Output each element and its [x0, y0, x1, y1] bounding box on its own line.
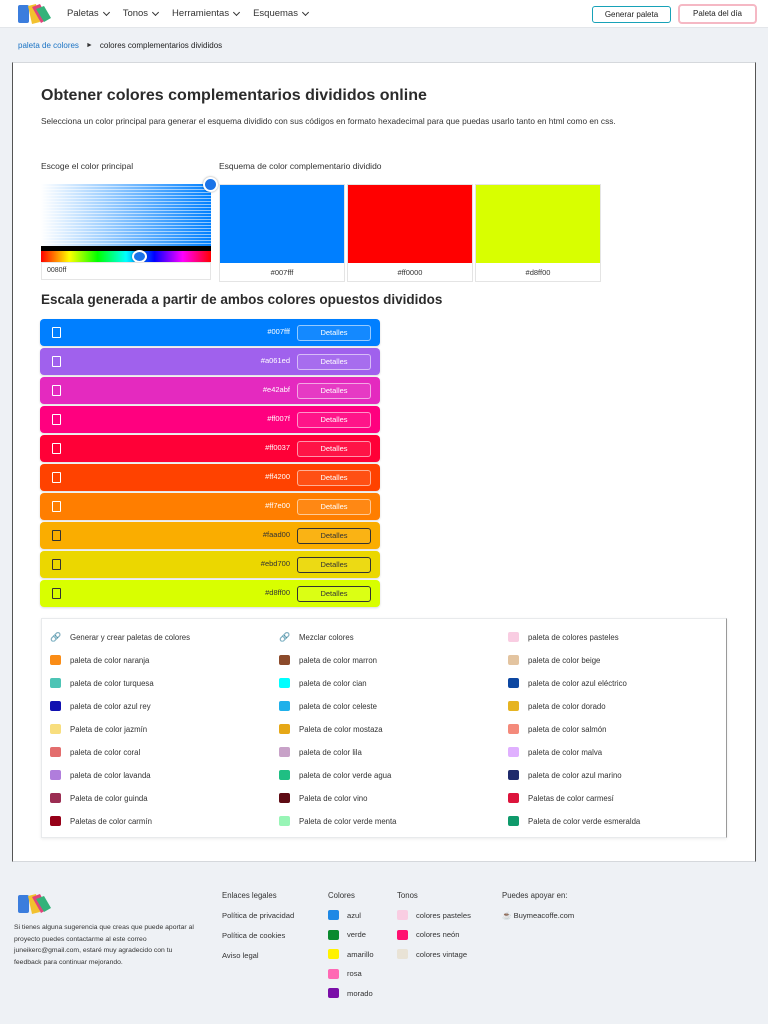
- scale-hex: #faad00: [262, 530, 290, 539]
- palette-link-label: paleta de color beige: [528, 655, 601, 665]
- palette-link-label: Paleta de color vino: [299, 793, 368, 803]
- palette-link-label: paleta de color marron: [299, 655, 378, 665]
- palette-link[interactable]: [508, 678, 627, 688]
- scheme-label: Esquema de color complementario dividido: [219, 161, 382, 171]
- color-dot-icon: [508, 678, 519, 688]
- details-button[interactable]: Detalles: [297, 441, 371, 457]
- scale-hex: #a061ed: [260, 356, 290, 365]
- breadcrumb-current: colores complementarios divididos: [99, 41, 223, 50]
- palette-link-label: Generar y crear paletas de colores: [70, 632, 191, 642]
- palette-link[interactable]: [279, 678, 367, 688]
- menu-paletas[interactable]: [67, 8, 109, 19]
- scale-row: [40, 348, 380, 375]
- footer-privacy-link[interactable]: Política de privacidad: [222, 911, 295, 920]
- palette-link[interactable]: [279, 770, 391, 780]
- palette-link-label: paleta de color turquesa: [70, 678, 154, 688]
- chevron-down-icon: [152, 8, 159, 15]
- top-nav: [0, 0, 768, 28]
- palette-link-label: Mezclar colores: [299, 632, 354, 642]
- palette-link-label: paleta de color celeste: [299, 701, 378, 711]
- link-chain-icon: 🔗: [279, 632, 291, 642]
- color-dot-icon: [50, 747, 61, 757]
- palette-link[interactable]: [50, 816, 152, 826]
- menu-esquemas[interactable]: [253, 8, 308, 19]
- palette-link-label: paleta de color coral: [70, 747, 141, 757]
- footer-color-label: colores pasteles: [416, 910, 471, 920]
- swatch-color: [476, 185, 600, 263]
- copy-icon[interactable]: [52, 472, 61, 483]
- breadcrumb-home-link[interactable]: paleta de colores: [18, 41, 79, 50]
- footer-legal-heading: Enlaces legales: [222, 891, 277, 900]
- palette-link[interactable]: [50, 724, 147, 734]
- color-scale: [40, 319, 380, 609]
- palette-link-label: paleta de color lavanda: [70, 770, 151, 780]
- footer-color-label: colores neón: [416, 930, 460, 939]
- page-title: Obtener colores complementarios divididos online: [41, 87, 427, 104]
- scale-row: [40, 580, 380, 607]
- scheme-swatch[interactable]: [347, 184, 473, 282]
- footer-color-link[interactable]: [328, 930, 366, 940]
- palette-link[interactable]: [279, 655, 377, 665]
- palette-link[interactable]: [279, 701, 377, 711]
- footer-color-label: amarillo: [347, 949, 374, 959]
- scale-row: [40, 406, 380, 433]
- palette-link[interactable]: [508, 770, 622, 780]
- breadcrumb: [18, 41, 222, 50]
- scale-row: [40, 522, 380, 549]
- footer-logo-icon[interactable]: [16, 892, 52, 916]
- palette-link-label: Paletas de color carmín: [70, 816, 152, 826]
- swatch-hex: #d8ff00: [525, 268, 551, 277]
- copy-icon[interactable]: [52, 443, 61, 454]
- footer-color-link[interactable]: [328, 969, 362, 979]
- swatch-hex: #ff0000: [397, 268, 423, 277]
- palette-link[interactable]: [508, 724, 606, 734]
- color-dot-icon: [279, 701, 290, 711]
- menu-herramientas[interactable]: [172, 8, 239, 19]
- picker-label: Escoge el color principal: [41, 161, 134, 171]
- hex-input[interactable]: 0080ff: [41, 262, 211, 280]
- palette-links: [41, 618, 727, 838]
- color-dot-icon: [328, 969, 339, 979]
- footer-color-link[interactable]: [397, 910, 471, 920]
- palette-link-label: paleta de color azul marino: [528, 770, 622, 780]
- color-dot-icon: [328, 910, 339, 920]
- palette-link-label: paleta de color lila: [299, 747, 362, 757]
- footer-color-link[interactable]: [397, 949, 467, 959]
- palette-link-label: paleta de colores pasteles: [528, 632, 619, 642]
- scale-hex: #ff7e00: [265, 501, 290, 510]
- color-dot-icon: [50, 655, 61, 665]
- logo-icon[interactable]: [16, 3, 52, 25]
- scale-hex: #007fff: [267, 327, 290, 336]
- color-dot-icon: [50, 701, 61, 711]
- color-dot-icon: [50, 793, 61, 803]
- color-dot-icon: [279, 793, 290, 803]
- palette-link[interactable]: [279, 816, 397, 826]
- palette-link-label: Paleta de color jazmín: [70, 724, 148, 734]
- palette-link-label: Paleta de color guinda: [70, 793, 148, 803]
- color-dot-icon: [50, 770, 61, 780]
- copy-icon[interactable]: [52, 327, 61, 338]
- palette-link[interactable]: [279, 793, 367, 803]
- palette-link[interactable]: [508, 701, 606, 711]
- color-dot-icon: [50, 678, 61, 688]
- color-dot-icon: [328, 988, 339, 998]
- footer-color-link[interactable]: [328, 988, 373, 998]
- palette-link[interactable]: [50, 701, 151, 711]
- footer-color-link[interactable]: [328, 949, 374, 959]
- hue-slider[interactable]: [41, 251, 211, 262]
- palette-link[interactable]: [279, 747, 362, 757]
- scale-hex: #ff0037: [265, 443, 290, 452]
- palette-link-label: paleta de color azul eléctrico: [528, 678, 627, 688]
- palette-link[interactable]: [279, 724, 383, 734]
- color-dot-icon: [328, 930, 339, 940]
- footer-color-link[interactable]: [397, 930, 459, 940]
- copy-icon[interactable]: [52, 385, 61, 396]
- color-dot-icon: [279, 678, 290, 688]
- color-dot-icon: [508, 747, 519, 757]
- menu-label: Herramientas: [172, 8, 230, 19]
- details-button[interactable]: Detalles: [297, 499, 371, 515]
- color-dot-icon: [50, 816, 61, 826]
- palette-link[interactable]: [50, 747, 140, 757]
- details-button[interactable]: Detalles: [297, 325, 371, 341]
- copy-icon[interactable]: [52, 530, 61, 541]
- copy-icon[interactable]: [52, 356, 61, 367]
- color-dot-icon: [397, 930, 408, 940]
- swatch-color: [348, 185, 472, 263]
- palette-link[interactable]: [50, 678, 154, 688]
- chevron-down-icon: [233, 8, 240, 15]
- copy-icon[interactable]: [52, 559, 61, 570]
- color-dot-icon: [397, 910, 408, 920]
- scale-hex: #e42abf: [262, 385, 290, 394]
- footer-color-label: morado: [347, 988, 373, 998]
- page-description: Selecciona un color principal para generar el esquema dividido con sus códigos en formato hexadecimal para que puedas usarlo tanto en html como en css.: [41, 116, 616, 126]
- palette-link-label: paleta de color dorado: [528, 701, 606, 711]
- scale-row: [40, 319, 380, 346]
- palette-link[interactable]: [508, 793, 614, 803]
- palette-link[interactable]: [50, 770, 151, 780]
- footer-colors-heading: Colores: [328, 891, 355, 900]
- scale-hex: #ff007f: [267, 414, 290, 423]
- scale-row: [40, 435, 380, 462]
- palette-link-label: Paleta de color verde esmeralda: [528, 816, 641, 826]
- footer-tones-heading: Tonos: [397, 891, 418, 900]
- palette-link[interactable]: [50, 655, 149, 665]
- palette-link-label: Paleta de color verde menta: [299, 816, 397, 826]
- scale-hex: #d8ff00: [265, 588, 290, 597]
- scheme-swatch[interactable]: [475, 184, 601, 282]
- color-dot-icon: [508, 724, 519, 734]
- details-button[interactable]: Detalles: [297, 557, 371, 573]
- swatch-hex: #007fff: [270, 268, 294, 277]
- chevron-down-icon: [103, 8, 110, 15]
- details-button[interactable]: Detalles: [297, 586, 371, 602]
- palette-link-label: paleta de color azul rey: [70, 701, 151, 711]
- color-dot-icon: [508, 701, 519, 711]
- palette-link-label: paleta de color cian: [299, 678, 367, 688]
- details-button[interactable]: Detalles: [297, 354, 371, 370]
- menu-label: Paletas: [67, 8, 99, 19]
- color-dot-icon: [279, 724, 290, 734]
- palette-of-day-button[interactable]: Paleta del día: [678, 4, 757, 24]
- color-dot-icon: [50, 724, 61, 734]
- generate-palette-button[interactable]: Generar paleta: [592, 6, 671, 23]
- palette-link-label: paleta de color naranja: [70, 655, 150, 665]
- palette-link-label: paleta de color malva: [528, 747, 603, 757]
- saturation-handle[interactable]: [203, 177, 218, 192]
- footer-contact-text: Si tienes alguna sugerencia que creas que puede aportar al proyecto puedes contactarme al este correo juneikerc@gmail.com, estaré muy agradecido con tu feedback para continuar mejorando.: [14, 924, 194, 966]
- menu-label: Esquemas: [253, 8, 298, 19]
- scale-row: [40, 551, 380, 578]
- main-menu: [67, 8, 322, 19]
- palette-link-label: paleta de color salmón: [528, 724, 607, 734]
- color-dot-icon: [328, 949, 339, 959]
- palette-link[interactable]: [50, 632, 190, 642]
- menu-tonos[interactable]: [123, 8, 158, 19]
- details-button[interactable]: Detalles: [297, 470, 371, 486]
- palette-link[interactable]: [508, 747, 602, 757]
- scale-row: [40, 464, 380, 491]
- breadcrumb-separator-icon: ►: [85, 42, 93, 49]
- footer-support-heading: Puedes apoyar en:: [502, 891, 568, 900]
- palette-link[interactable]: [508, 632, 619, 642]
- scale-row: [40, 377, 380, 404]
- palette-link-label: Paleta de color mostaza: [299, 724, 383, 734]
- color-dot-icon: [279, 770, 290, 780]
- color-dot-icon: [508, 816, 519, 826]
- palette-link-label: paleta de color verde agua: [299, 770, 392, 780]
- color-dot-icon: [397, 949, 408, 959]
- swatch-color: [220, 185, 344, 263]
- scale-row: [40, 493, 380, 520]
- footer-cookies-link[interactable]: Política de cookies: [222, 931, 286, 940]
- scale-hex: #ebd700: [260, 559, 290, 568]
- color-dot-icon: [279, 655, 290, 665]
- copy-icon[interactable]: [52, 588, 61, 599]
- chevron-down-icon: [302, 8, 309, 15]
- color-dot-icon: [508, 655, 519, 665]
- color-dot-icon: [279, 747, 290, 757]
- scale-title: Escala generada a partir de ambos colores opuestos divididos: [41, 292, 443, 307]
- color-dot-icon: [279, 816, 290, 826]
- copy-icon[interactable]: [52, 501, 61, 512]
- palette-link[interactable]: [279, 632, 354, 642]
- footer-color-label: colores vintage: [416, 949, 468, 959]
- palette-link[interactable]: [508, 655, 600, 665]
- palette-link[interactable]: [508, 816, 640, 826]
- details-button[interactable]: Detalles: [297, 383, 371, 399]
- scheme-swatch[interactable]: [219, 184, 345, 282]
- palette-link-label: Paletas de color carmesí: [528, 793, 614, 803]
- details-button[interactable]: Detalles: [297, 528, 371, 544]
- footer-color-label: azul: [347, 910, 361, 920]
- details-button[interactable]: Detalles: [297, 412, 371, 428]
- footer-color-label: rosa: [347, 969, 362, 978]
- palette-link[interactable]: [50, 793, 148, 803]
- link-chain-icon: 🔗: [50, 632, 62, 642]
- saturation-area[interactable]: [41, 184, 211, 246]
- copy-icon[interactable]: [52, 414, 61, 425]
- footer-color-link[interactable]: [328, 910, 361, 920]
- color-dot-icon: [508, 770, 519, 780]
- menu-label: Tonos: [122, 8, 149, 19]
- footer-color-label: verde: [347, 930, 366, 939]
- color-dot-icon: [508, 632, 519, 642]
- scale-hex: #ff4200: [265, 472, 290, 481]
- buymeacoffee-link[interactable]: ☕ Buymeacoffe.com: [502, 911, 575, 920]
- footer-legal-link[interactable]: Aviso legal: [222, 951, 259, 960]
- color-dot-icon: [508, 793, 519, 803]
- saturation-gradient: [41, 184, 211, 246]
